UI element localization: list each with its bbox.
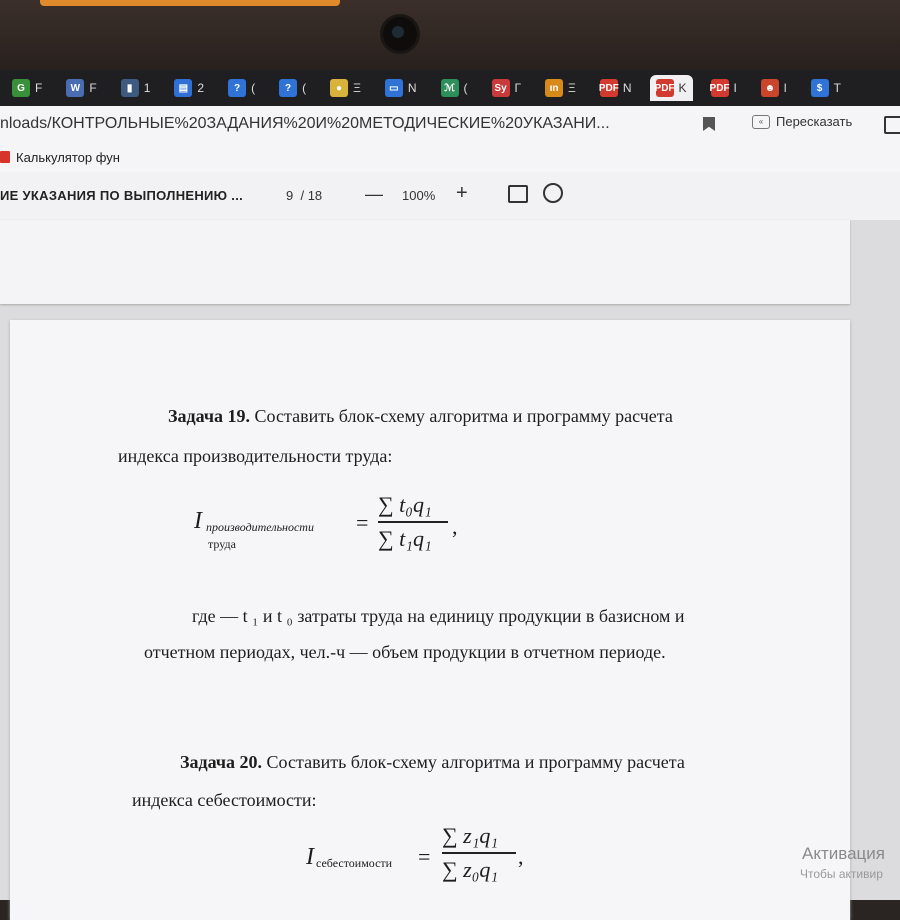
bookmark-favicon-icon: [0, 151, 10, 163]
tab-label: Г: [514, 81, 522, 95]
tab-label: N: [622, 81, 632, 95]
tab-label: (: [463, 81, 468, 95]
browser-tab[interactable]: [168, 75, 210, 101]
tab-label: I: [733, 81, 737, 95]
screen: [0, 70, 900, 900]
fit-page-icon[interactable]: [508, 185, 528, 203]
print-icon[interactable]: [884, 116, 900, 134]
browser-tab[interactable]: [115, 75, 157, 101]
pdf-title: ИЕ УКАЗАНИЯ ПО ВЫПОЛНЕНИЮ ...: [0, 188, 244, 203]
tab-label: Ξ: [353, 81, 361, 95]
formula20-I: I: [306, 844, 314, 870]
tab-favicon-icon: $: [811, 79, 829, 97]
windows-activation-title: Активация: [802, 844, 885, 863]
bookmark-item-calculator[interactable]: Калькулятор фун: [16, 149, 120, 165]
browser-tab[interactable]: [594, 75, 638, 101]
formula19-comma: ,: [452, 514, 458, 539]
task20-line1: Задача 20. Составить блок-схему алгоритма и программу расчета: [180, 752, 685, 772]
zoom-out-button[interactable]: —: [365, 184, 383, 204]
task20-heading: Задача 20.: [180, 752, 263, 772]
tab-label: T: [833, 81, 841, 95]
retell-icon: «: [752, 115, 770, 129]
tab-label: F: [89, 81, 97, 95]
formula19-I: I: [194, 508, 202, 534]
webcam: [380, 14, 420, 54]
formula20-comma: ,: [518, 844, 524, 869]
browser-tab[interactable]: [805, 75, 847, 101]
task19-where1: где — t ₁ и t ₀ затраты труда на единицу продукции в базисном и: [192, 606, 685, 626]
tab-favicon-icon: ?: [279, 79, 297, 97]
tab-favicon-icon: ın: [545, 79, 563, 97]
browser-tab[interactable]: [650, 75, 693, 101]
formula19-equals: =: [356, 510, 369, 535]
formula19-numerator: ∑ t₀q₁: [378, 492, 432, 517]
task19-line1: Задача 19. Составить блок-схему алгоритма и программу расчета: [168, 406, 673, 426]
browser-tab[interactable]: [755, 75, 793, 101]
tab-label: (: [251, 81, 256, 95]
tab-favicon-icon: PDF: [600, 79, 618, 97]
windows-activation-text: Чтобы активир: [800, 867, 883, 881]
page-total: / 18: [300, 188, 323, 203]
bezel-sticker: [40, 0, 340, 6]
pdf-viewport[interactable]: [0, 220, 900, 900]
tab-favicon-icon: ☻: [761, 79, 779, 97]
formula20-fraction-line: [442, 852, 516, 854]
bookmarks-bar: [0, 142, 900, 172]
browser-tab[interactable]: [273, 75, 312, 101]
tab-favicon-icon: PDF: [711, 79, 729, 97]
formula19-fraction-line: [378, 521, 448, 523]
browser-tab[interactable]: [486, 75, 528, 101]
formula19-sub1: производительности: [206, 520, 314, 534]
browser-tab[interactable]: [379, 75, 423, 101]
zoom-level: 100%: [402, 188, 436, 203]
address-bar[interactable]: [0, 106, 900, 142]
tab-label: 2: [197, 81, 205, 95]
zoom-in-button[interactable]: +: [456, 182, 468, 204]
tab-bar: [0, 70, 900, 106]
retell-button[interactable]: « Пересказать: [752, 114, 852, 129]
tab-label: N: [407, 81, 417, 95]
tab-favicon-icon: ▤: [174, 79, 192, 97]
tab-label: F: [35, 81, 43, 95]
tab-favicon-icon: W: [66, 79, 84, 97]
browser-tab[interactable]: [539, 75, 582, 101]
browser-tab[interactable]: [60, 75, 102, 101]
tab-label: Ξ: [568, 81, 576, 95]
formula20-equals: =: [418, 844, 431, 869]
tab-label: K: [678, 81, 687, 95]
formula20-numerator: ∑ z₁q₁: [442, 823, 499, 848]
tab-favicon-icon: PDF: [656, 79, 674, 97]
bookmark-icon[interactable]: [703, 117, 715, 131]
tab-favicon-icon: G: [12, 79, 30, 97]
tab-favicon-icon: ▭: [385, 79, 403, 97]
pdf-page-current: [10, 320, 850, 920]
task19-heading: Задача 19.: [168, 406, 251, 426]
rotate-icon[interactable]: [543, 183, 563, 203]
formula20-sub: себестоимости: [316, 856, 393, 870]
formula20-denominator: ∑ z₀q₁: [442, 857, 499, 882]
url-text[interactable]: nloads/КОНТРОЛЬНЫЕ%20ЗАДАНИЯ%20И%20МЕТОДИЧЕСКИЕ%20УКАЗАНИ...: [0, 115, 610, 132]
tab-favicon-icon: ?: [228, 79, 246, 97]
formula19-denominator: ∑ t₁q₁: [378, 526, 432, 551]
page-indicator[interactable]: [286, 188, 322, 203]
formula19-sub2: труда: [208, 537, 236, 551]
tab-favicon-icon: ▮: [121, 79, 139, 97]
tab-favicon-icon: ℳ: [441, 79, 459, 97]
tab-label: 1: [143, 81, 151, 95]
page-number[interactable]: 9: [286, 188, 294, 203]
browser-tab[interactable]: [435, 75, 474, 101]
browser-tab[interactable]: [6, 75, 48, 101]
browser-tab[interactable]: [324, 75, 367, 101]
task20-line2: индекса себестоимости:: [132, 790, 317, 810]
task19-line2: индекса производительности труда:: [118, 446, 393, 466]
task19-where2: отчетном периодах, чел.-ч — объем продукции в отчетном периоде.: [144, 642, 666, 662]
tab-favicon-icon: Sy: [492, 79, 510, 97]
tab-label: (: [302, 81, 307, 95]
tab-label: l: [783, 81, 787, 95]
browser-tab[interactable]: [705, 75, 743, 101]
pdf-page-previous: [0, 220, 850, 304]
tab-favicon-icon: ●: [330, 79, 348, 97]
browser-tab[interactable]: [222, 75, 261, 101]
pdf-toolbar: [0, 172, 900, 221]
